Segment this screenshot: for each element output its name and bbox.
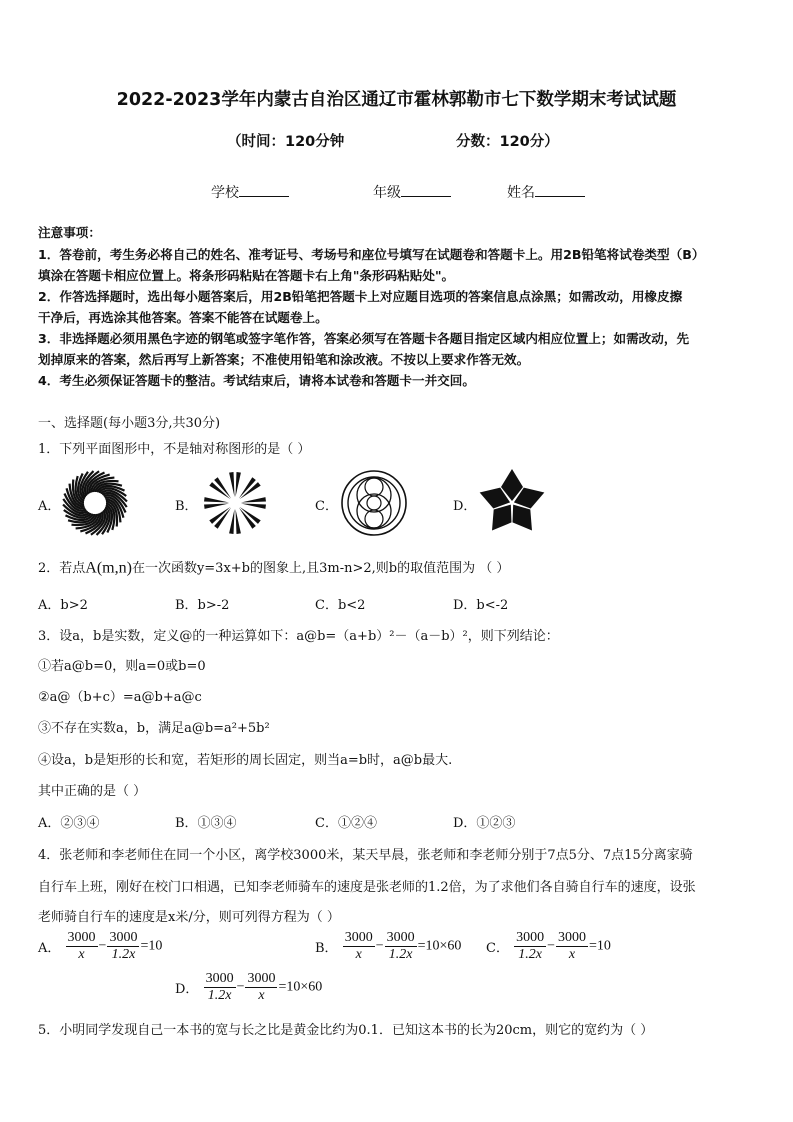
notice-line: 干净后，再选涂其他答案。答案不能答在试题卷上。	[38, 310, 328, 325]
q3-ask: 其中正确的是（ ）	[38, 784, 147, 799]
ray-shape	[204, 503, 229, 508]
fraction: $\frac{3000}{1.2x}$	[109, 930, 138, 962]
name-label: 姓名	[507, 185, 535, 201]
radial-rays-figure	[202, 470, 268, 536]
fraction: $\frac{3000}{x}$	[344, 930, 373, 962]
section-heading: 一、选择题(每小题3分,共30分)	[38, 416, 221, 431]
ray-shape	[241, 497, 266, 502]
q1-option-c-label[interactable]: C．	[315, 499, 338, 514]
q2-option-c[interactable]: C．b<2	[315, 598, 366, 613]
school-blank[interactable]	[239, 184, 289, 197]
fraction: $\frac{3000}{1.2x}$	[386, 930, 415, 962]
notice-line: 4．考生必须保证答题卡的整洁。考试结束后，请将本试卷和答题卡一并交回。	[38, 373, 475, 388]
q3-item-3: ③不存在实数a，b，满足a@b=a²+5b²	[38, 721, 270, 736]
notice-line: 1．答卷前，考生务必将自己的姓名、准考证号、考场号和座位号填写在试题卷和答题卡上。用2B铅笔将试卷类型（B）	[38, 247, 705, 262]
q2-option-d[interactable]: D．b<-2	[453, 598, 509, 613]
name-field[interactable]	[507, 182, 585, 202]
notice-line: 2．作答选择题时，选出每小题答案后，用2B铅笔把答题卡上对应题目选项的答案信息点涂黑；如需改动，用橡皮擦	[38, 289, 683, 304]
school-field[interactable]	[211, 182, 289, 202]
q3-option-a[interactable]: A．②③④	[38, 816, 100, 831]
fraction: $\frac{3000}{x}$	[247, 971, 276, 1003]
ray-shape	[235, 509, 240, 534]
q3-item-4: ④设a，b是矩形的长和宽，若矩形的周长固定，则当a=b时，a@b最大.	[38, 753, 453, 768]
q4-line: 自行车上班，刚好在校门口相遇，已知李老师骑车的速度是张老师的1.2倍，为了求他们各自骑自行车的速度，设张	[38, 880, 696, 895]
q1-option-d-label[interactable]: D．	[453, 499, 477, 514]
ray-shape	[235, 472, 240, 497]
q2-option-b[interactable]: B．b>-2	[175, 598, 230, 613]
q1-stem: 1．下列平面图形中，不是轴对称图形的是（ ）	[38, 442, 311, 457]
q4-option-b[interactable]: B． $\frac{3000}{x}$ − $\frac{3000}{1.2x}$ =10×60	[315, 930, 462, 962]
exam-time: （时间：120分钟	[227, 134, 345, 150]
swirl-figure	[62, 470, 128, 536]
notice-line: 填涂在答题卡相应位置上。将条形码粘贴在答题卡右上角"条形码粘贴处"。	[38, 268, 455, 283]
q5-stem: 5．小明同学发现自己一本书的宽与长之比是黄金比约为0.1．已知这本书的长为20cm，则它的宽约为（ ）	[38, 1023, 654, 1038]
ray-shape	[241, 503, 266, 508]
notice-line: 划掉原来的答案，然后再写上新答案；不准使用铅笔和涂改液。不按以上要求作答无效。	[38, 352, 530, 367]
notice-line: 3．非选择题必须用黑色字迹的钢笔或签字笔作答，答案必须写在答题卡各题目指定区域内相应位置上；如需改动，先	[38, 331, 690, 346]
ray-shape	[229, 472, 234, 497]
q1-option-a-label[interactable]: A．	[38, 499, 61, 514]
q4-line: 老师骑自行车的速度是x米/分，则可列得方程为（ ）	[38, 910, 340, 925]
q4-option-a[interactable]: A． $\frac{3000}{x}$ − $\frac{3000}{1.2x}$ =10	[38, 930, 163, 962]
q1-option-b-label[interactable]: B．	[175, 499, 198, 514]
grade-label: 年级	[373, 185, 401, 201]
exam-title: 2022-2023学年内蒙古自治区通辽市霍林郭勒市七下数学期末考试试题	[116, 90, 677, 110]
q3-item-1: ①若a@b=0，则a=0或b=0	[38, 659, 206, 674]
five-rhombus-star-figure	[476, 467, 548, 537]
q3-option-c[interactable]: C．①②④	[315, 816, 377, 831]
q3-option-b[interactable]: B．①③④	[175, 816, 237, 831]
fraction: $\frac{3000}{1.2x}$	[205, 971, 234, 1003]
fraction: $\frac{3000}{1.2x}$	[516, 930, 545, 962]
name-blank[interactable]	[535, 184, 585, 197]
grade-field[interactable]	[373, 182, 451, 202]
q2-stem: 2．若点A(m,n)在一次函数y=3x+b的图象上,且3m-n>2,则b的取值范围为 （ ）	[38, 559, 510, 577]
nested-circles-figure	[340, 469, 408, 537]
notice-heading: 注意事项：	[38, 225, 101, 240]
school-label: 学校	[211, 185, 239, 201]
point-a: A(m,n)	[85, 559, 132, 577]
q4-option-c[interactable]: C． $\frac{3000}{1.2x}$ − $\frac{3000}{x}$ =10	[486, 930, 611, 962]
fraction: $\frac{3000}{x}$	[558, 930, 586, 962]
q3-option-d[interactable]: D．①②③	[453, 816, 516, 831]
q4-line: 4．张老师和李老师住在同一个小区，离学校3000米，某天早晨，张老师和李老师分别于7点5分、7点15分离家骑	[38, 848, 693, 863]
q3-item-2: ②a@（b+c）=a@b+a@c	[38, 690, 202, 705]
q4-option-d[interactable]: D． $\frac{3000}{1.2x}$ − $\frac{3000}{x}$ =10×60	[175, 971, 323, 1003]
fraction: $\frac{3000}{x}$	[67, 930, 96, 962]
ray-shape	[229, 509, 234, 534]
exam-score: 分数：120分）	[456, 134, 559, 150]
q3-stem: 3．设a，b是实数，定义@的一种运算如下：a@b=（a+b）²－（a－b）²，则下列结论：	[38, 629, 559, 644]
ray-shape	[204, 497, 229, 502]
q2-option-a[interactable]: A．b>2	[38, 598, 88, 613]
grade-blank[interactable]	[401, 184, 451, 197]
